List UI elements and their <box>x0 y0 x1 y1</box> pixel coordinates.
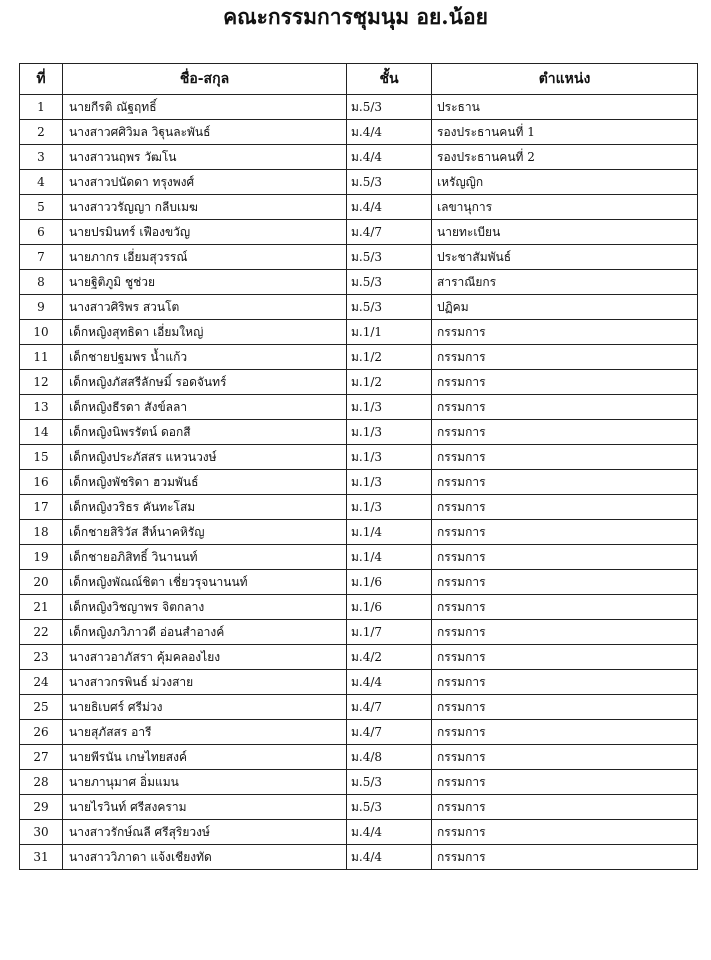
member-name: เด็กหญิงภวิภาวดี อ่อนสำอางค์ <box>63 620 347 645</box>
member-grade: ม.4/7 <box>347 695 432 720</box>
member-name: เด็กหญิงวริธร คันทะโสม <box>63 495 347 520</box>
table-row <box>20 445 698 470</box>
member-grade: ม.1/3 <box>347 395 432 420</box>
member-grade: ม.4/4 <box>347 195 432 220</box>
member-position: กรรมการ <box>432 645 698 670</box>
row-number: 11 <box>20 345 63 370</box>
member-grade: ม.5/3 <box>347 270 432 295</box>
table-row <box>20 195 698 220</box>
table-row <box>20 545 698 570</box>
table-row <box>20 645 698 670</box>
member-name: นายกีรติ ณัฐฤทธิ์ <box>63 95 347 120</box>
member-position: ประธาน <box>432 95 698 120</box>
member-position: กรรมการ <box>432 820 698 845</box>
member-position: ประชาสัมพันธ์ <box>432 245 698 270</box>
row-number: 25 <box>20 695 63 720</box>
member-position: สาราณียกร <box>432 270 698 295</box>
member-grade: ม.4/2 <box>347 645 432 670</box>
row-number: 3 <box>20 145 63 170</box>
table-row <box>20 295 698 320</box>
page-title: คณะกรรมการชุมนุม อย.น้อย <box>223 4 488 29</box>
row-number: 9 <box>20 295 63 320</box>
member-position: กรรมการ <box>432 620 698 645</box>
member-position: กรรมการ <box>432 470 698 495</box>
member-name: นายฐิติภูมิ ชูช่วย <box>63 270 347 295</box>
member-position: กรรมการ <box>432 595 698 620</box>
member-position: กรรมการ <box>432 320 698 345</box>
member-grade: ม.5/3 <box>347 245 432 270</box>
row-number: 12 <box>20 370 63 395</box>
table-row <box>20 170 698 195</box>
member-name: นายภากร เอี่ยมสุวรรณ์ <box>63 245 347 270</box>
row-number: 30 <box>20 820 63 845</box>
member-position: กรรมการ <box>432 545 698 570</box>
member-name: นางสาวนฤพร วัฒโน <box>63 145 347 170</box>
member-grade: ม.1/4 <box>347 545 432 570</box>
member-name: นางสาววรัญญา กลีบเมฆ <box>63 195 347 220</box>
table-row <box>20 420 698 445</box>
table-row <box>20 395 698 420</box>
member-grade: ม.1/6 <box>347 595 432 620</box>
table-row <box>20 720 698 745</box>
member-grade: ม.4/4 <box>347 845 432 870</box>
member-position: นายทะเบียน <box>432 220 698 245</box>
member-name: เด็กหญิงสุทธิดา เอี่ยมใหญ่ <box>63 320 347 345</box>
member-grade: ม.4/8 <box>347 745 432 770</box>
member-name: นายปรมินทร์ เฟืองขวัญ <box>63 220 347 245</box>
row-number: 6 <box>20 220 63 245</box>
table-row <box>20 470 698 495</box>
table-row <box>20 320 698 345</box>
member-grade: ม.1/3 <box>347 445 432 470</box>
table-row <box>20 520 698 545</box>
member-name: นางสาวปนัดดา ทรุงพงศ์ <box>63 170 347 195</box>
row-number: 24 <box>20 670 63 695</box>
member-position: กรรมการ <box>432 845 698 870</box>
member-position: กรรมการ <box>432 495 698 520</box>
member-name: นายไรวินท์ ศรีสงคราม <box>63 795 347 820</box>
member-grade: ม.1/4 <box>347 520 432 545</box>
member-grade: ม.5/3 <box>347 795 432 820</box>
member-position: เลขานุการ <box>432 195 698 220</box>
member-position: กรรมการ <box>432 745 698 770</box>
table-row <box>20 120 698 145</box>
member-position: กรรมการ <box>432 420 698 445</box>
member-grade: ม.1/7 <box>347 620 432 645</box>
member-name: เด็กชายอภิสิทธิ์ วินานนท์ <box>63 545 347 570</box>
member-grade: ม.5/3 <box>347 95 432 120</box>
member-grade: ม.1/2 <box>347 345 432 370</box>
member-name: นางสาวรักษ์ณลี ศรีสุริยวงษ์ <box>63 820 347 845</box>
member-grade: ม.4/4 <box>347 145 432 170</box>
row-number: 29 <box>20 795 63 820</box>
member-position: กรรมการ <box>432 670 698 695</box>
member-position: รองประธานคนที่ 1 <box>432 120 698 145</box>
row-number: 21 <box>20 595 63 620</box>
member-name: นางสาววิภาดา แจ้งเชียงทัด <box>63 845 347 870</box>
member-position: กรรมการ <box>432 395 698 420</box>
member-grade: ม.1/3 <box>347 495 432 520</box>
row-number: 28 <box>20 770 63 795</box>
row-number: 1 <box>20 95 63 120</box>
table-row <box>20 745 698 770</box>
member-name: นางสาวอาภัสรา คุ้มคลองไยง <box>63 645 347 670</box>
row-number: 13 <box>20 395 63 420</box>
table-row <box>20 95 698 120</box>
row-number: 18 <box>20 520 63 545</box>
row-number: 5 <box>20 195 63 220</box>
member-name: เด็กหญิงวิชญาพร จิตกลาง <box>63 595 347 620</box>
row-number: 15 <box>20 445 63 470</box>
table-row <box>20 145 698 170</box>
member-grade: ม.5/3 <box>347 295 432 320</box>
member-grade: ม.4/4 <box>347 820 432 845</box>
member-grade: ม.1/1 <box>347 320 432 345</box>
member-position: กรรมการ <box>432 770 698 795</box>
member-position: กรรมการ <box>432 520 698 545</box>
table-row <box>20 345 698 370</box>
member-name: เด็กชายสิริวัส สีห์นาคหิรัญ <box>63 520 347 545</box>
member-position: กรรมการ <box>432 570 698 595</box>
table-row <box>20 620 698 645</box>
table-row <box>20 820 698 845</box>
member-name: นายสุภัสสร อารี <box>63 720 347 745</box>
table-row <box>20 570 698 595</box>
member-grade: ม.4/7 <box>347 220 432 245</box>
member-position: ปฏิคม <box>432 295 698 320</box>
member-position: กรรมการ <box>432 795 698 820</box>
member-name: นายพีรนัน เกษไทยสงค์ <box>63 745 347 770</box>
table-header-row <box>20 64 698 95</box>
table-row <box>20 695 698 720</box>
member-name: นางสาวกรพินธ์ ม่วงสาย <box>63 670 347 695</box>
table-row <box>20 670 698 695</box>
table-row <box>20 770 698 795</box>
table-body <box>20 95 698 870</box>
member-grade: ม.4/4 <box>347 670 432 695</box>
member-position: กรรมการ <box>432 720 698 745</box>
table-row <box>20 495 698 520</box>
member-position: กรรมการ <box>432 345 698 370</box>
table-row <box>20 595 698 620</box>
member-name: นางสาวศศิวิมล วิฐุนละพันธ์ <box>63 120 347 145</box>
header-number: ที่ <box>20 64 63 95</box>
table-row <box>20 245 698 270</box>
member-name: เด็กหญิงประภัสสร แหวนวงษ์ <box>63 445 347 470</box>
table-row <box>20 220 698 245</box>
row-number: 16 <box>20 470 63 495</box>
table-row <box>20 845 698 870</box>
member-grade: ม.5/3 <box>347 170 432 195</box>
member-name: เด็กหญิงธีรดา สังข์ลลา <box>63 395 347 420</box>
row-number: 20 <box>20 570 63 595</box>
table-row <box>20 270 698 295</box>
row-number: 17 <box>20 495 63 520</box>
row-number: 2 <box>20 120 63 145</box>
row-number: 7 <box>20 245 63 270</box>
member-grade: ม.4/4 <box>347 120 432 145</box>
member-grade: ม.1/3 <box>347 420 432 445</box>
member-name: เด็กหญิงนิพรรัตน์ ดอกสี <box>63 420 347 445</box>
table-row <box>20 795 698 820</box>
row-number: 22 <box>20 620 63 645</box>
member-name: นายภานุมาศ อิ่มแมน <box>63 770 347 795</box>
row-number: 10 <box>20 320 63 345</box>
row-number: 19 <box>20 545 63 570</box>
member-name: เด็กชายปฐมพร น้ำแก้ว <box>63 345 347 370</box>
row-number: 26 <box>20 720 63 745</box>
row-number: 4 <box>20 170 63 195</box>
member-position: กรรมการ <box>432 695 698 720</box>
header-name: ชื่อ-สกุล <box>63 64 347 95</box>
header-grade: ชั้น <box>347 64 432 95</box>
committee-table <box>19 63 698 870</box>
table-row <box>20 370 698 395</box>
member-position: กรรมการ <box>432 445 698 470</box>
row-number: 23 <box>20 645 63 670</box>
member-grade: ม.5/3 <box>347 770 432 795</box>
member-name: นายธิเบศร์ ศรีม่วง <box>63 695 347 720</box>
member-position: เหรัญญิก <box>432 170 698 195</box>
member-name: เด็กหญิงพัณณ์ชิตา เชี่ยวรุจนานนท์ <box>63 570 347 595</box>
member-position: กรรมการ <box>432 370 698 395</box>
member-grade: ม.1/3 <box>347 470 432 495</box>
member-name: นางสาวศิริพร สวนโต <box>63 295 347 320</box>
member-grade: ม.4/7 <box>347 720 432 745</box>
member-position: รองประธานคนที่ 2 <box>432 145 698 170</box>
row-number: 31 <box>20 845 63 870</box>
member-grade: ม.1/6 <box>347 570 432 595</box>
row-number: 27 <box>20 745 63 770</box>
row-number: 14 <box>20 420 63 445</box>
row-number: 8 <box>20 270 63 295</box>
member-name: เด็กหญิงพัชริดา ฮวมพันธ์ <box>63 470 347 495</box>
member-grade: ม.1/2 <box>347 370 432 395</box>
member-name: เด็กหญิงภัสสรีลักษมิ์ รอดจันทร์ <box>63 370 347 395</box>
header-position: ตำแหน่ง <box>432 64 698 95</box>
